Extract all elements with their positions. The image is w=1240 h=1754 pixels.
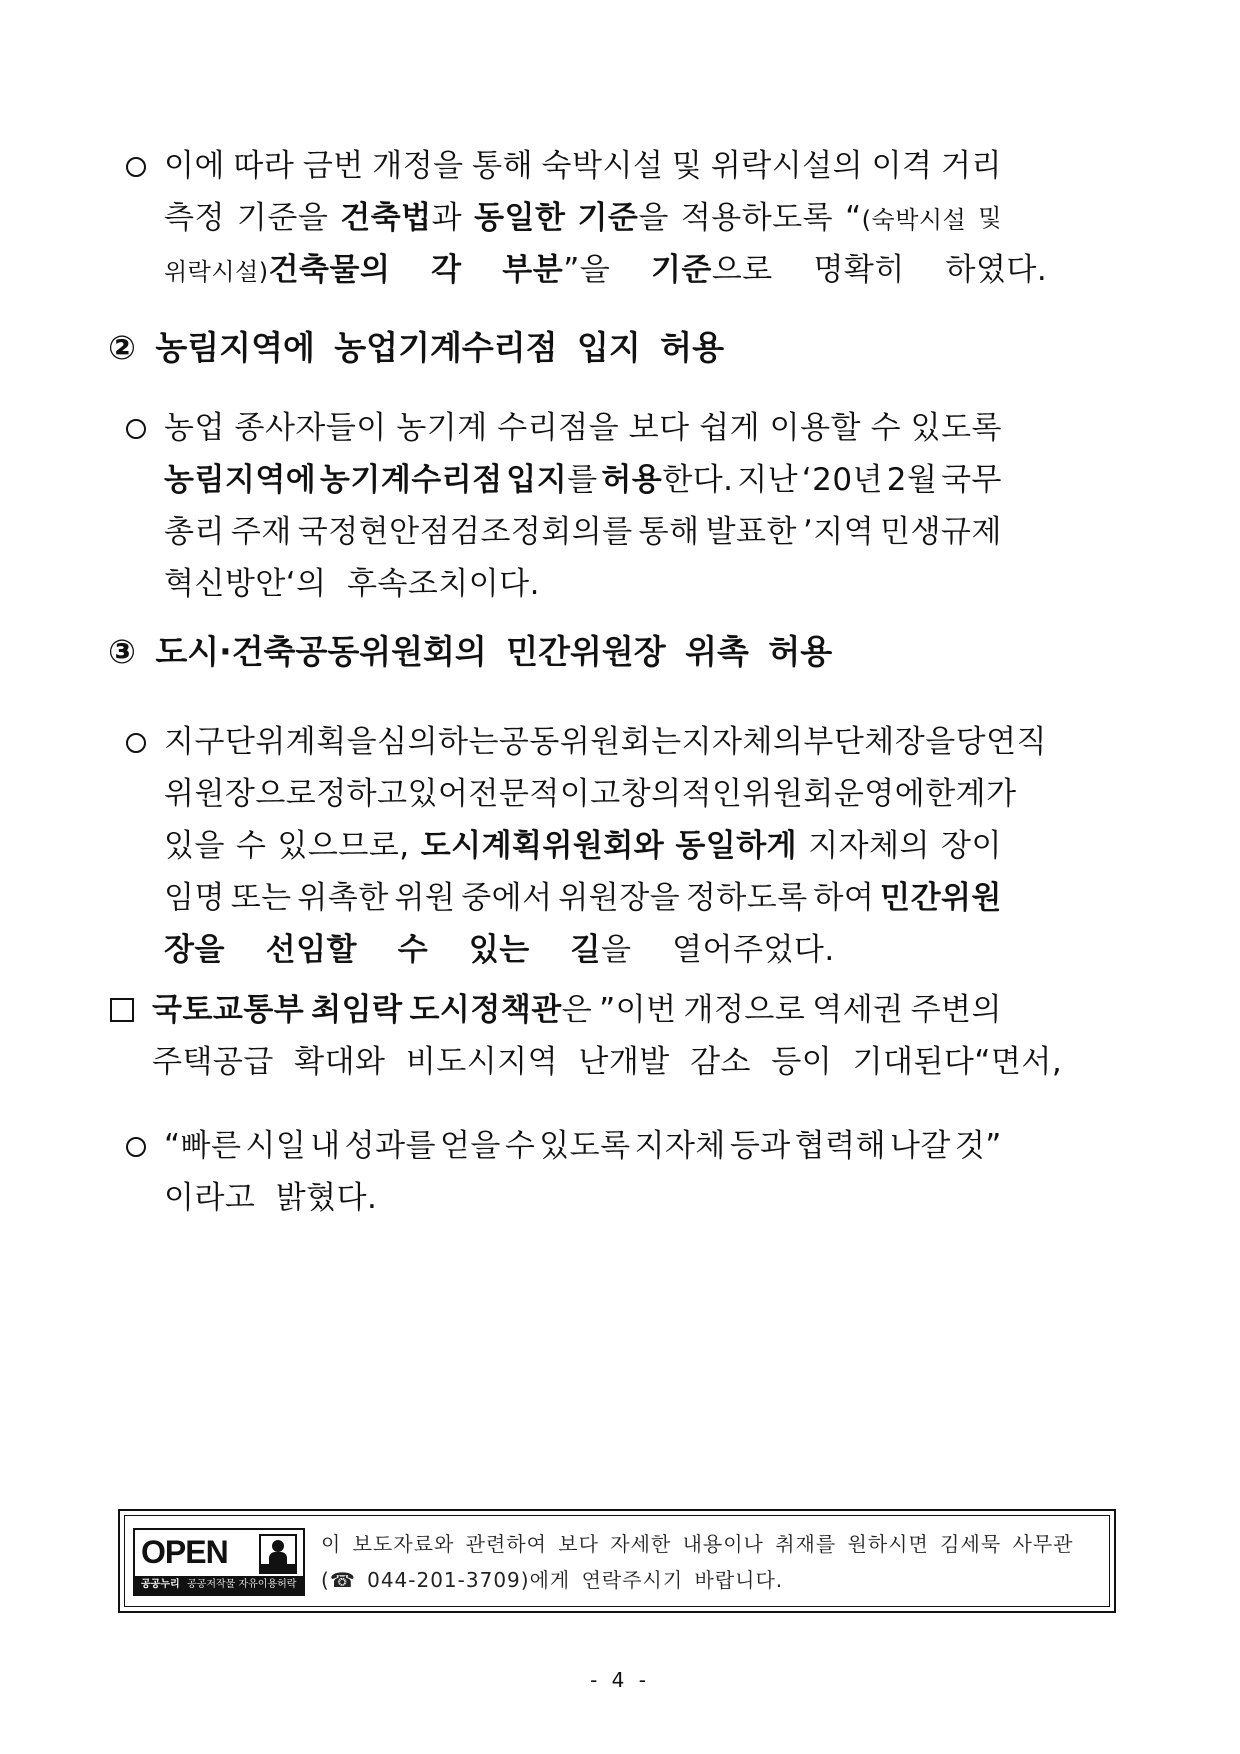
text: 은 <box>561 992 593 1028</box>
text: 을 <box>638 200 669 236</box>
word: 것” <box>954 1128 1002 1164</box>
word: 위원 <box>394 880 456 916</box>
word: 지자체의 <box>808 828 930 864</box>
small-text: 및 <box>978 204 1002 232</box>
word: 열어주었다. <box>672 932 835 968</box>
word: 민생규제 <box>880 514 1002 550</box>
open-logo-footer <box>135 1576 303 1594</box>
person-body-shape <box>269 1552 287 1564</box>
word: 지난 <box>737 462 799 498</box>
word: 수 <box>235 828 267 864</box>
word: 성과를 <box>344 1128 437 1164</box>
word: 종사자들이 <box>234 410 387 446</box>
word <box>577 192 668 244</box>
bold-text: 동일하게 <box>675 828 798 864</box>
word: 부단체장을 <box>803 724 956 760</box>
paragraph-2-line-2 <box>164 454 1002 506</box>
word: 농업 <box>164 410 225 446</box>
open-logo-footer-name: 공공누리 <box>141 1579 180 1590</box>
contact-box <box>118 1509 1116 1613</box>
word: 개정으로 <box>683 992 806 1028</box>
word: 농기계 <box>396 410 488 446</box>
contact-line-2 <box>321 1562 1073 1598</box>
word: 위락시설의 <box>710 148 864 184</box>
word: 적용하도록 <box>680 200 834 236</box>
word: 위원장을 <box>558 880 681 916</box>
word: 임명 <box>164 880 225 916</box>
word: 당연직 <box>955 724 1047 760</box>
paragraph-4-line-1 <box>152 984 1002 1036</box>
bold-text: 민간위원 <box>880 880 1002 916</box>
text: 을 <box>600 932 632 968</box>
word: 얻을 <box>439 1128 501 1164</box>
word: 창의적인 <box>620 776 743 812</box>
paragraph-1-line-2 <box>164 192 1002 244</box>
word: 정하도록 <box>685 880 808 916</box>
word <box>651 244 773 296</box>
bold-text: 최임락 <box>311 992 403 1028</box>
word: 있으므로, <box>277 828 410 864</box>
word: 이용할 <box>769 410 861 446</box>
word: 금번 <box>302 148 364 184</box>
bold-text: 허용 <box>601 462 663 498</box>
bold-text: 길 <box>570 932 601 968</box>
paragraph-3-line-3 <box>164 820 1002 872</box>
word: 수 <box>504 1128 536 1164</box>
text: ”을 <box>563 252 611 288</box>
bold-text: 동일한 <box>474 200 566 236</box>
contact-text <box>321 1526 1073 1598</box>
word: 시일 <box>245 1128 307 1164</box>
paragraph-3-line-1 <box>164 716 1047 768</box>
bold-text: 건축물의 <box>268 252 391 288</box>
paragraph-1-line-1 <box>164 140 1002 192</box>
bold-text: 선임할 <box>265 932 357 968</box>
bold-text: 농기계수리점 <box>319 462 503 498</box>
paragraph-2-line-4: 혁신방안‘의 후속조치이다. <box>164 566 540 602</box>
bold-text: 도시계획위원회와 <box>420 828 665 864</box>
bold-text: 도시정책관 <box>409 992 562 1028</box>
word: 심의하는 <box>377 724 499 760</box>
contact-phone-text: 044-201-3709)에게 연락주시기 바랍니다. <box>355 1568 784 1592</box>
word: 보다 <box>628 410 690 446</box>
square-bullet-icon <box>110 998 134 1022</box>
word <box>164 244 390 296</box>
word: 위원장으로 <box>164 776 317 812</box>
bold-text: 국토교통부 <box>152 992 305 1028</box>
paragraph-3 <box>164 716 1047 976</box>
bold-text: 장을 <box>164 932 225 968</box>
word <box>601 454 733 506</box>
bold-text: 기준 <box>577 200 639 236</box>
word: 위촉한 <box>297 880 389 916</box>
word: 하였다. <box>945 252 1048 288</box>
paren: ( <box>321 1568 330 1592</box>
badge-label-bar <box>261 1564 295 1572</box>
word: “빠른 <box>164 1128 242 1164</box>
word: 위원회 <box>742 776 834 812</box>
word: 수리점을 <box>497 410 620 446</box>
paragraph-1-line-3 <box>164 244 1048 296</box>
small-text: 위락시설) <box>164 258 269 286</box>
bold-text: 입지 <box>506 462 568 498</box>
section-heading-2: ② 농림지역에 농업기계수리점 입지 허용 <box>108 328 724 367</box>
word <box>340 192 462 244</box>
word <box>409 984 592 1036</box>
bold-text: 건축법 <box>340 200 432 236</box>
word: 한계가 <box>925 776 1017 812</box>
word: 측정 <box>164 200 225 236</box>
word: ”이번 <box>599 992 677 1028</box>
word: 운영에 <box>833 776 926 812</box>
small-text: (숙박시설 <box>861 206 967 234</box>
word: 숙박시설 <box>541 148 664 184</box>
word: 총리 <box>164 514 225 550</box>
bold-text: 기준 <box>650 252 712 288</box>
text: 과 <box>431 200 463 236</box>
word: 중에서 <box>461 880 553 916</box>
paragraph-5-line-1 <box>164 1120 1002 1172</box>
open-logo-footer-desc: 공공저작물 자유이용허락 <box>187 1579 297 1590</box>
word <box>570 924 631 976</box>
word: 이격 <box>871 148 933 184</box>
text: 한다. <box>662 462 734 498</box>
word: 쉽게 <box>699 410 761 446</box>
text: 으로 <box>711 252 773 288</box>
word: 국무 <box>941 462 1002 498</box>
word: 내 <box>310 1128 341 1164</box>
word: 주재 <box>230 514 292 550</box>
word: 또는 <box>230 880 292 916</box>
word: 나갈 <box>889 1128 951 1164</box>
person-head-shape <box>272 1540 284 1552</box>
attribution-person-icon <box>259 1534 297 1574</box>
word: 이에 <box>164 148 225 184</box>
word: 통해 <box>638 514 700 550</box>
text: “ <box>845 200 862 236</box>
paragraph-1 <box>164 140 1048 296</box>
paragraph-3-line-5 <box>164 924 1002 976</box>
word: 주변의 <box>910 992 1002 1028</box>
paragraph-5-line-2: 이라고 밝혔다. <box>164 1180 378 1216</box>
section-heading-3: ③ 도시·건축공동위원회의 민간위원장 위촉 허용 <box>108 632 833 671</box>
phone-icon: ☎ <box>329 1568 356 1592</box>
word: 하여 <box>813 880 875 916</box>
word: 공동위원회는 <box>498 724 682 760</box>
paragraph-2 <box>164 402 1002 610</box>
word: 수 <box>870 410 902 446</box>
word: 지자체 <box>634 1128 726 1164</box>
kogl-open-logo <box>133 1528 305 1596</box>
page-number: - 4 - <box>590 1668 650 1692</box>
circle-bullet-icon <box>126 157 146 177</box>
paragraph-2-line-1 <box>164 402 1002 454</box>
word: 명확히 <box>813 252 905 288</box>
paragraph-3-line-4 <box>164 872 1002 924</box>
paragraph-3-line-2 <box>164 768 1017 820</box>
contact-box-inner-border <box>124 1515 1110 1607</box>
word: 협력해 <box>794 1128 887 1164</box>
word <box>474 192 565 244</box>
circle-bullet-icon <box>126 419 146 439</box>
word: 역세권 <box>812 992 904 1028</box>
word: 지자체의 <box>681 724 804 760</box>
paragraph-5 <box>164 1120 1002 1224</box>
bold-text: 농림지역에 <box>164 462 317 498</box>
bold-text: 부분 <box>502 252 564 288</box>
circle-bullet-icon <box>126 733 146 753</box>
bold-text: 각 <box>431 252 462 288</box>
open-logo-text: OPEN <box>141 1534 228 1570</box>
word: 전문적이고 <box>468 776 621 812</box>
word: 거리 <box>941 148 1002 184</box>
word: 및 <box>671 148 703 184</box>
word: 통해 <box>472 148 534 184</box>
word <box>506 454 597 506</box>
word: 등과 <box>729 1128 791 1164</box>
circle-bullet-icon <box>126 1137 146 1157</box>
word: 따라 <box>233 148 295 184</box>
word: 있도록 <box>910 410 1002 446</box>
word: 정하고 <box>316 776 408 812</box>
word: ’지역 <box>802 514 875 550</box>
word: 기준을 <box>236 200 329 236</box>
word <box>502 244 610 296</box>
paragraph-2-line-3 <box>164 506 1002 558</box>
word: 개정을 <box>372 148 464 184</box>
word: 장이 <box>941 828 1002 864</box>
bold-text: 수 <box>397 932 429 968</box>
contact-line-1: 이 보도자료와 관련하여 보다 자세한 내용이나 취재를 원하시면 김세묵 사무관 <box>321 1532 1074 1556</box>
text: 를 <box>567 462 598 498</box>
word: ‘20년 <box>801 462 884 498</box>
word <box>845 192 966 244</box>
word: 지구단위계획을 <box>164 724 378 760</box>
word: 발표한 <box>705 514 797 550</box>
word: 있어 <box>407 776 469 812</box>
paragraph-4 <box>152 984 1063 1088</box>
word: 2월 <box>886 462 938 498</box>
paragraph-4-line-2: 주택공급 확대와 비도시지역 난개발 감소 등이 기대된다“면서, <box>152 1044 1063 1080</box>
word: 있도록 <box>539 1128 631 1164</box>
word: 국정현안점검조정회의를 <box>297 514 633 550</box>
word: 있을 <box>164 828 225 864</box>
bold-text: 있는 <box>468 932 530 968</box>
